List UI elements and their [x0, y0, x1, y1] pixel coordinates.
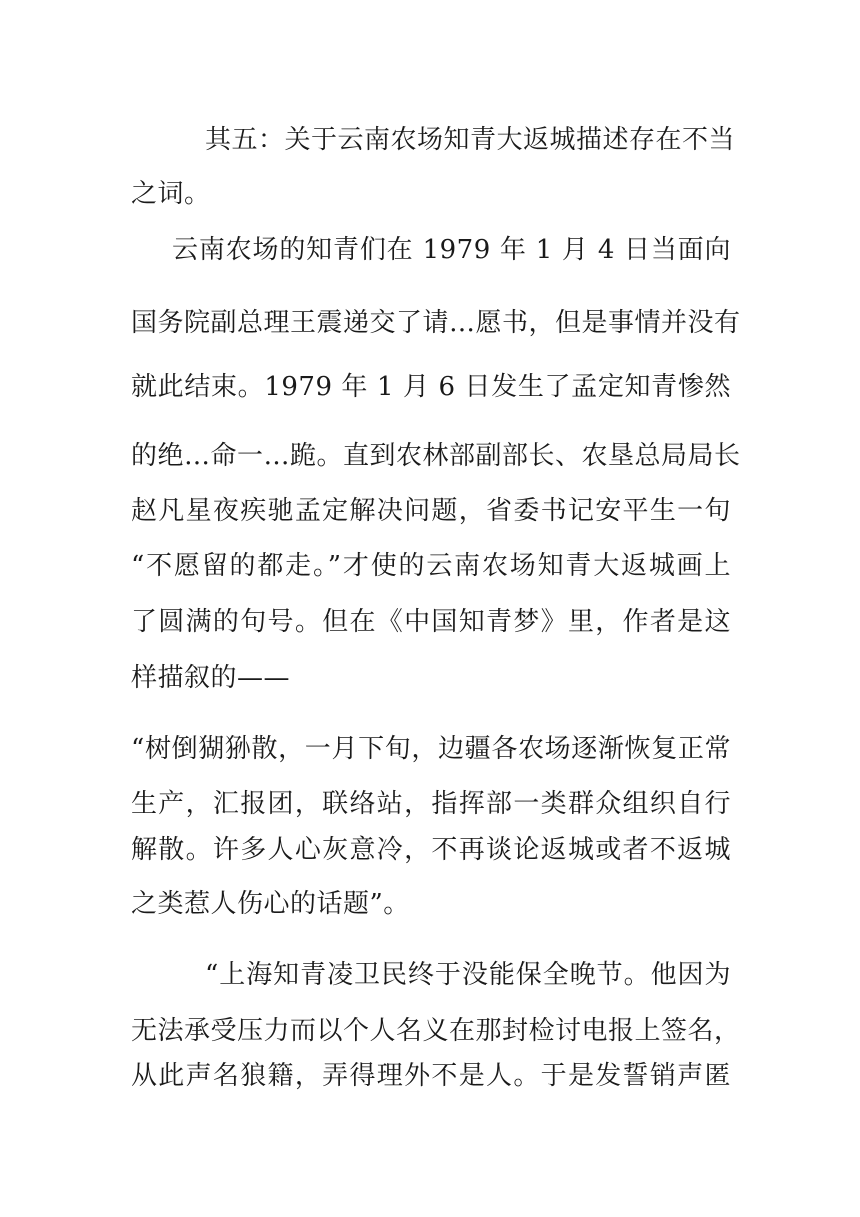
text-line-7: 赵凡星夜疾驰孟定解决问题，省委书记安平生一句: [131, 496, 731, 526]
text-line-6: 的绝…命一…跪。直到农林部副部长、农垦总局局长: [131, 441, 741, 471]
text-line-2: 之词。: [131, 179, 211, 209]
quote2-line-3: 从此声名狼籍，弄得理外不是人。于是发誓销声匿: [131, 1061, 731, 1091]
text-line-1: 其五：关于云南农场知青大返城描述存在不当: [205, 125, 736, 155]
text-line-9: 了圆满的句号。但在《中国知青梦》里，作者是这: [131, 607, 731, 637]
quote-line-1: “树倒猢狲散，一月下旬，边疆各农场逐渐恢复正常: [131, 734, 731, 764]
text-line-10: 样描叙的——: [131, 663, 291, 693]
quote-line-2: 生产，汇报团，联络站，指挥部一类群众组织自行: [131, 789, 731, 819]
text-line-4: 国务院副总理王震递交了请…愿书，但是事情并没有: [131, 308, 741, 338]
text-line-8: “不愿留的都走。”才使的云南农场知青大返城画上: [131, 551, 731, 581]
text-line-5: 就此结束。1979 年 1 月 6 日发生了孟定知青惨然: [131, 372, 731, 402]
quote-line-3: 解散。许多人心灰意冷，不再谈论返城或者不返城: [131, 835, 731, 865]
quote2-line-1: “上海知青凌卫民终于没能保全晚节。他因为: [205, 960, 731, 990]
quote2-line-2: 无法承受压力而以个人名义在那封检讨电报上签名，: [131, 1016, 741, 1046]
quote-line-4: 之类惹人伤心的话题”。: [131, 889, 410, 919]
text-line-3: 云南农场的知青们在 1979 年 1 月 4 日当面向: [172, 235, 731, 265]
